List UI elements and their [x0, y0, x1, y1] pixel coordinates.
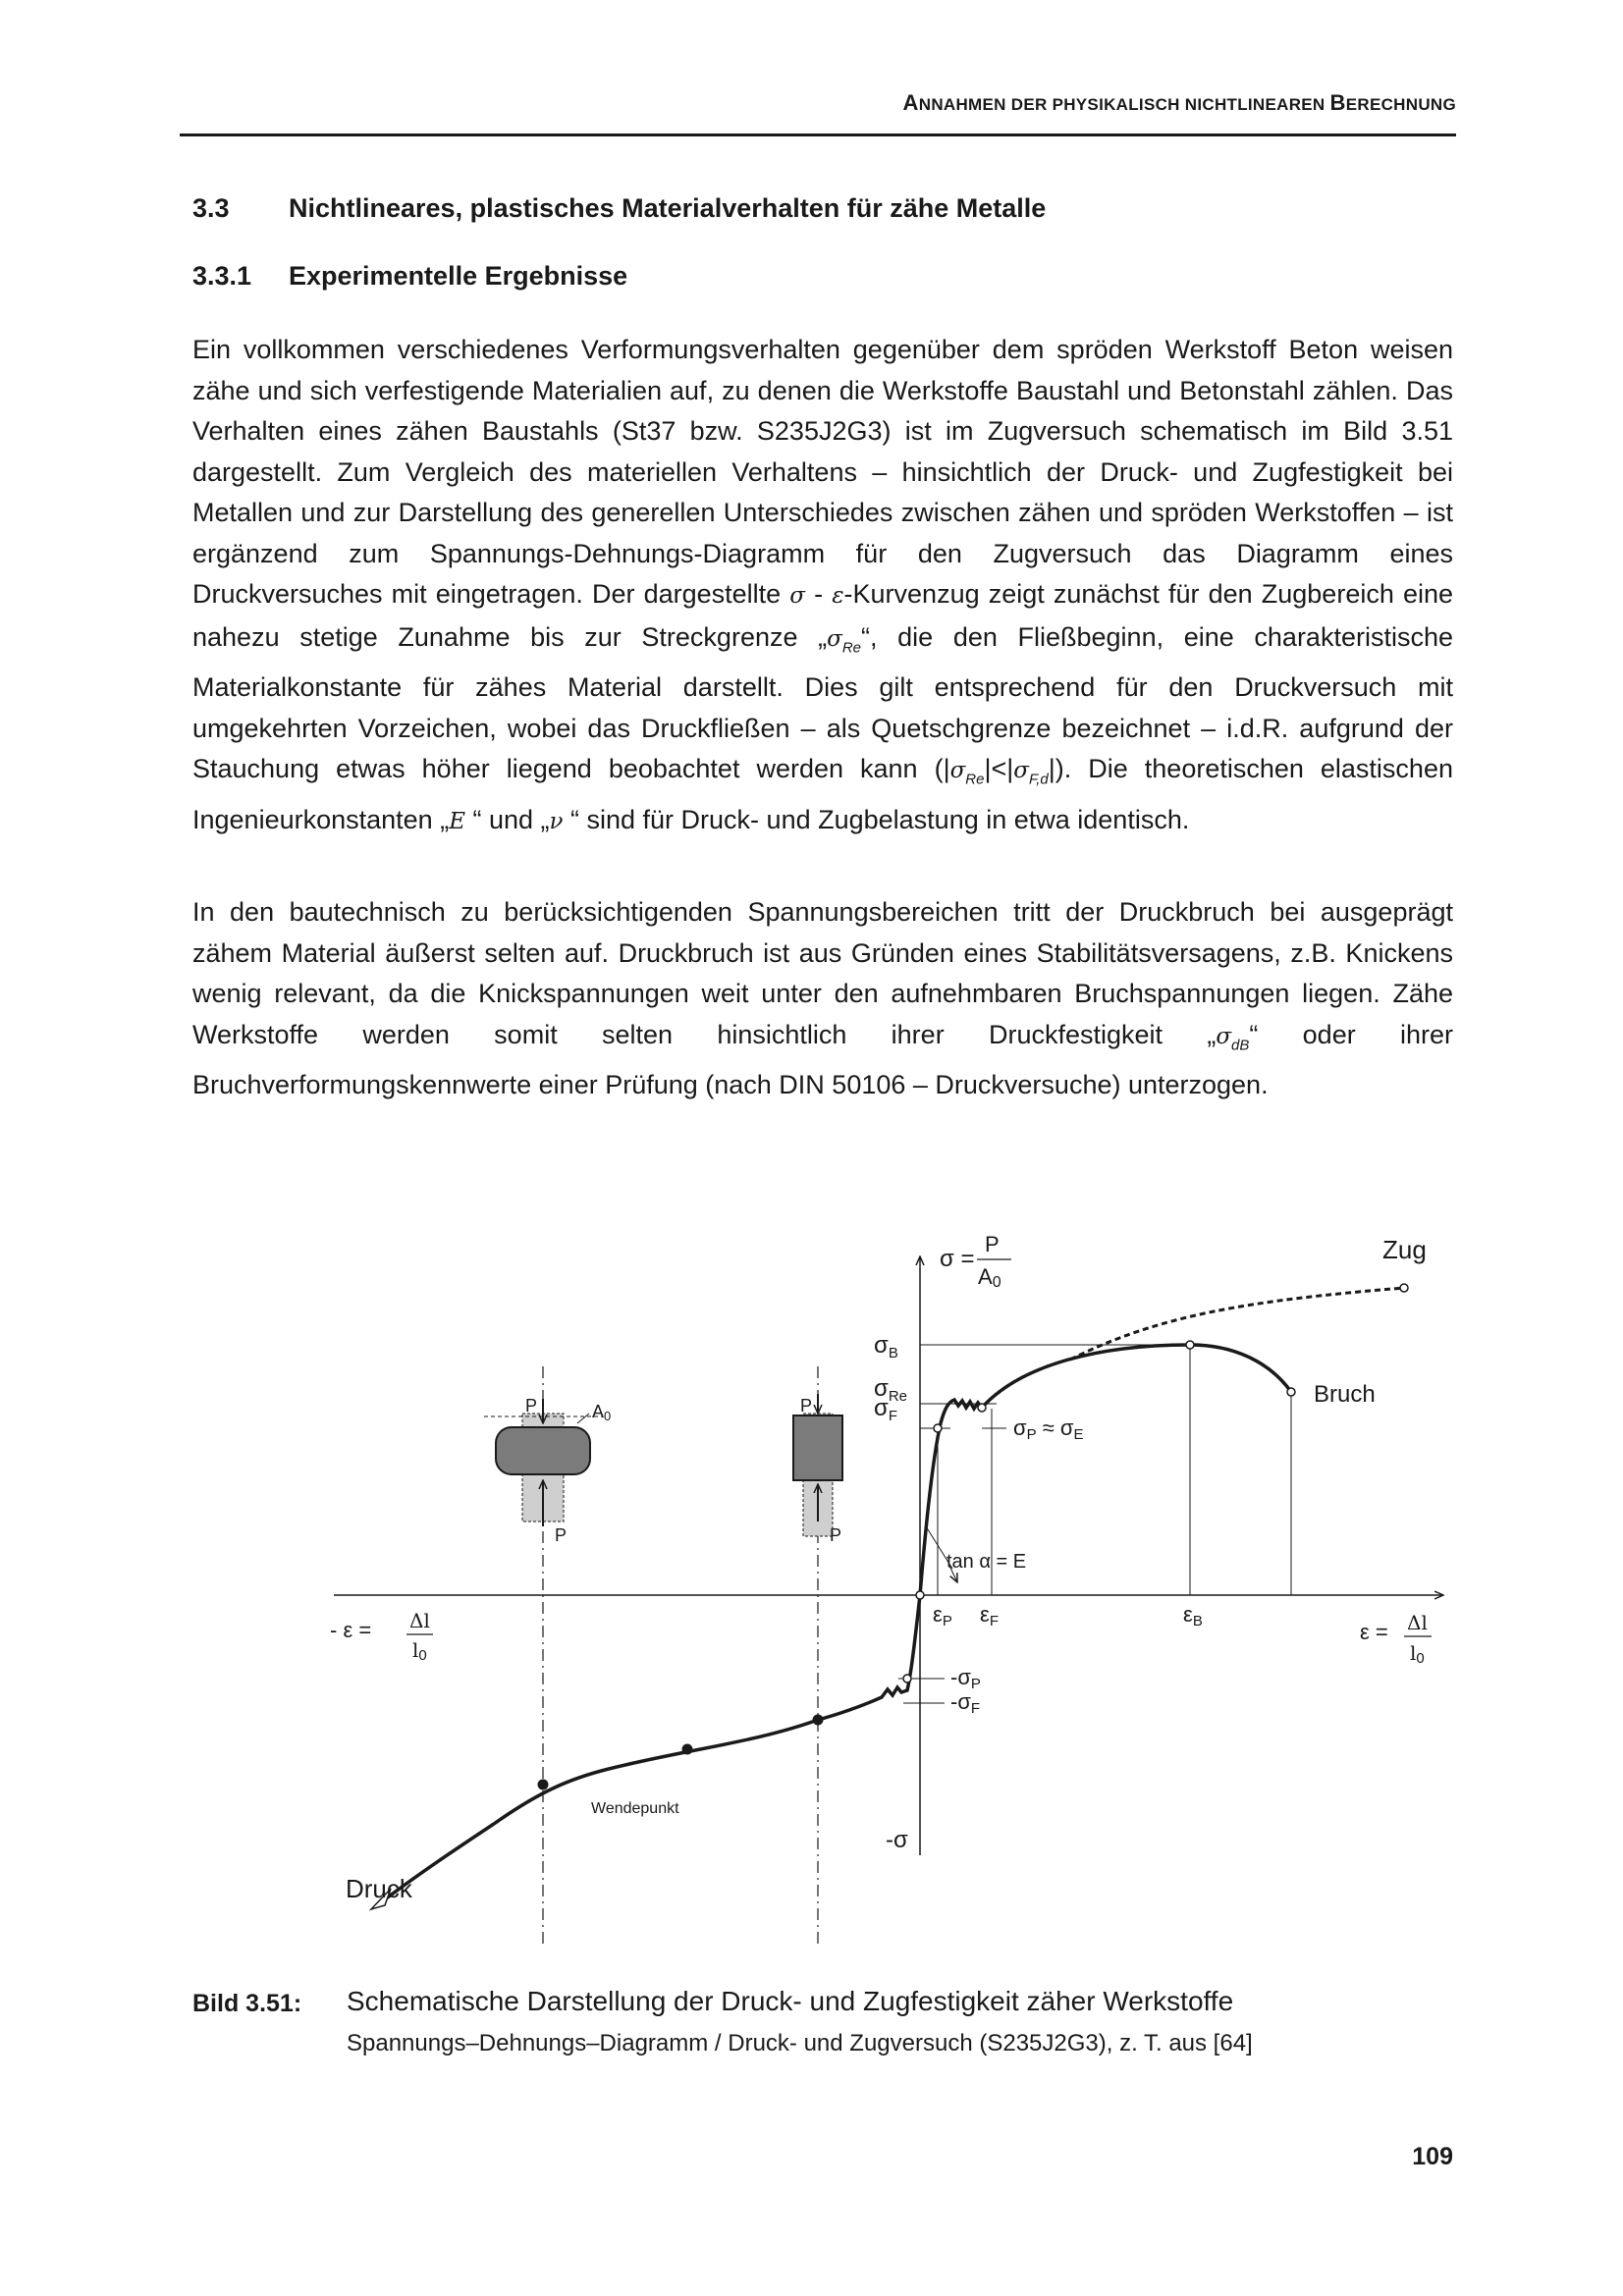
specimen1-a0: A0	[592, 1402, 612, 1423]
frac-left-num: Δl	[409, 1609, 430, 1632]
specimen1-p-top: P	[525, 1396, 538, 1415]
label-sigma-p-e: σP ≈ σE	[1013, 1415, 1084, 1443]
wendepunkt-marker	[682, 1744, 693, 1755]
section-number: 3.3	[192, 193, 230, 223]
caption-label: Bild 3.51:	[192, 1990, 302, 2017]
section-heading	[192, 193, 1046, 224]
label-sigma-f: $\sigma_F$	[874, 1395, 897, 1424]
wendepunkt-label: Wendepunkt	[591, 1800, 679, 1817]
header-rule	[180, 133, 1456, 136]
running-header: ANNAHMEN DER PHYSIKALISCH NICHTLINEAREN BERECHNUNG	[902, 90, 1456, 115]
label-sigma-b: $\sigma_B$	[874, 1332, 898, 1362]
frac-right-den: l0	[1410, 1641, 1425, 1667]
sigma-p-marker	[934, 1424, 942, 1432]
paragraph-2: In den bautechnisch zu berücksichtigenden Spannungsbereichen tritt der Druckbruch bei ausgeprägt zähem Material äußerst selten auf. Druckbruch ist aus Gründen eines Stabilitätsversagens, z.B. Knickens wenig relevant, da die Knickspannungen weit unter den aufnehmbaren Bruchspannungen liegen. Zähe Werkstoffe werden somit selten hinsichtlich ihrer Druckfestigkeit $„\sigma_{dB}“$ oder ihrer Bruchverformungskennwerte einer Prüfung (nach DIN 50106 – Druckversuche) unterzogen.	[192, 897, 1453, 1100]
minus-sigma-p-marker	[903, 1675, 911, 1682]
paragraph-1: Ein vollkommen verschiedenes Verformungsverhalten gegenüber dem spröden Werkstoff Beton weisen zähe und sich verfestigende Materialien auf, zu denen die Werkstoffe Baustahl und Betonstahl zählen. Das Verhalten eines zähen Baustahls (St37 bzw. S235J2G3) ist im Zugversuch schematisch im Bild 3.51 dargestellt. Zum Vergleich des materiellen Verhaltens – hinsichtlich der Druck- und Zugfestigkeit bei Metallen und zur Darstellung des generellen Unterschiedes zwischen zähen und spröden Werkstoffen – ist ergänzend zum Spannungs-Dehnungs-Diagramm für den Zugversuch das Diagramm eines Druckversuches mit eingetragen. Der dargestellte σ - ε-Kurvenzug zeigt zunächst für den Zugbereich eine nahezu stetige Zunahme bis zur Streckgrenze $„\sigma_{Re}“$, die den Fließbeginn, eine charakteristische Materialkonstante für zähes Material darstellt. Dies gilt entsprechend für den Druckversuch mit umgekehrten Vorzeichen, wobei das Druckfließen – als Quetschgrenze bezeichnet – i.d.R. aufgrund der Stauchung etwas höher liegend beobachtet werden kann $(|\sigma_{Re}|<|\sigma_{F,d}|)$. Die theoretischen elastischen Ingenieurkonstanten „E “ und „ν “ sind für Druck- und Zugbelastung in etwa identisch.	[192, 335, 1453, 835]
specimen2-p-bottom: P	[830, 1525, 842, 1545]
label-eps-p: εP	[933, 1602, 952, 1629]
section-title: Nichtlineares, plastisches Materialverhalten für zähe Metalle	[289, 193, 1047, 223]
sigma-f-marker	[978, 1404, 986, 1412]
specimen2-p-top: P	[800, 1396, 813, 1415]
label-minus-sigma-p: -σP	[950, 1665, 981, 1692]
frac-left-den: l0	[412, 1638, 427, 1664]
origin-marker	[916, 1591, 924, 1599]
label-sigma-re: $\sigma_{Re}$	[874, 1375, 907, 1405]
label-minus-sigma-f: -σF	[950, 1689, 981, 1717]
compression-point-1	[813, 1715, 824, 1726]
sigma-eq: σ =	[940, 1246, 975, 1272]
label-eps-f: εF	[980, 1602, 999, 1629]
label-tan-alpha: tan α = E	[947, 1551, 1027, 1573]
subsection-title: Experimentelle Ergebnisse	[289, 261, 628, 291]
frac-right-num: Δl	[1407, 1611, 1428, 1634]
compression-curve	[385, 1595, 920, 1899]
subsection-heading	[192, 261, 627, 292]
page-number: 109	[1412, 2143, 1453, 2170]
label-eps-b: εB	[1183, 1602, 1203, 1629]
stress-strain-figure	[314, 1217, 1473, 1968]
caption-subtitle: Spannungs–Dehnungs–Diagramm / Druck- und Zugversuch (S235J2G3), z. T. aus [64]	[347, 2030, 1253, 2056]
caption-title: Schematische Darstellung der Druck- und Zugfestigkeit zäher Werkstoffe	[347, 1986, 1234, 2016]
dashed-end-marker	[1400, 1284, 1408, 1292]
frac-a0: A0	[978, 1264, 1001, 1291]
bruch-marker	[1287, 1388, 1295, 1396]
a0-leader	[577, 1414, 589, 1423]
druck-label: Druck	[346, 1874, 412, 1903]
label-minus-sigma: -σ	[886, 1827, 908, 1853]
zug-label: Zug	[1382, 1235, 1427, 1264]
compression-point-2	[538, 1780, 549, 1790]
label-minus-eps: - ε =	[330, 1618, 372, 1642]
sigma-b-marker	[1186, 1341, 1194, 1349]
specimen1-p-bottom: P	[555, 1525, 568, 1545]
bruch-label: Bruch	[1314, 1381, 1376, 1408]
subsection-number: 3.3.1	[192, 261, 252, 291]
label-eps-right: ε =	[1360, 1620, 1388, 1644]
frac-p: P	[985, 1232, 1000, 1256]
